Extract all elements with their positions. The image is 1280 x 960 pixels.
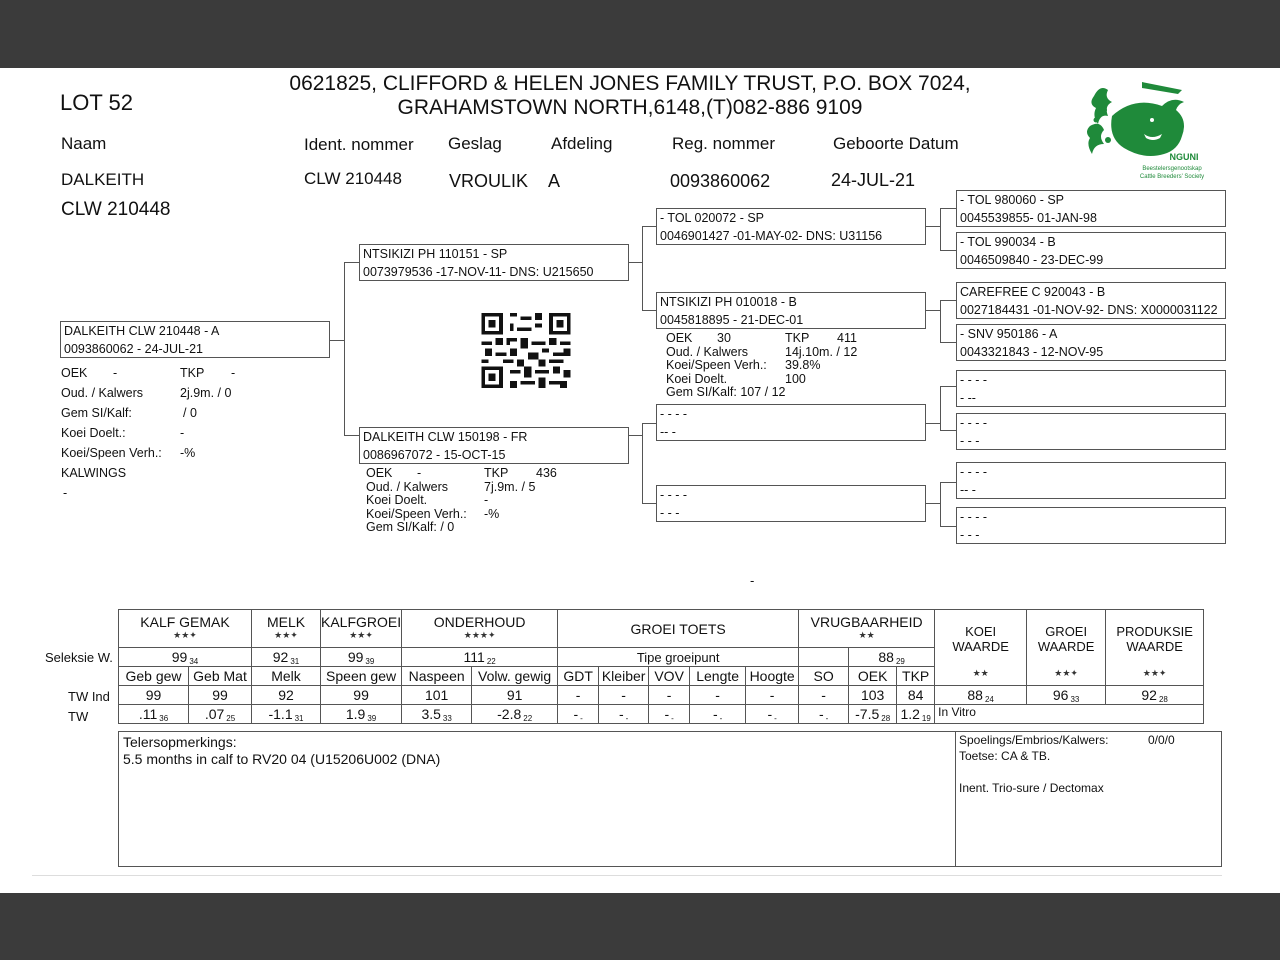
col-header-5: Volw. gewig <box>472 667 558 686</box>
dam-gem: Gem SI/Kalf: / 0 <box>366 520 455 534</box>
ggp-box-3 <box>956 282 1226 319</box>
tw-sub-4: 33 <box>442 713 452 723</box>
group-melk-stars: ★★✦ <box>274 629 298 640</box>
tw-cell-9 <box>690 705 746 724</box>
tw-value-13: 1.2 <box>900 705 920 722</box>
subject-koei-value: - <box>180 426 185 440</box>
group-koei-label: KOEI WAARDE <box>952 624 1009 654</box>
sel-kalf-sub: 34 <box>189 656 199 666</box>
subject-oek-label: OEK <box>61 366 88 380</box>
tw-cell-13 <box>897 705 935 724</box>
breeder-line-2: GRAHAMSTOWN NORTH,6148,(T)082-886 9109 <box>397 96 863 119</box>
sel-kalf <box>119 648 252 667</box>
sd-tkp-label: TKP <box>785 331 810 345</box>
group-produksie-stars: ★★✦ <box>1142 668 1167 678</box>
animal-geslag: VROULIK <box>449 171 529 191</box>
animal-reg: 0093860062 <box>670 171 771 191</box>
tw-cell-7 <box>599 705 649 724</box>
twind-cell-6: - <box>558 686 599 705</box>
seleksie-label: Seleksie W. <box>45 650 113 665</box>
dam-koei-value: - <box>484 493 489 507</box>
sd-oud-label: Oud. / Kalwers <box>666 344 748 359</box>
tw-sub-0: 36 <box>159 713 169 723</box>
logo-sub-2: Cattle Breeders' Society <box>1139 174 1205 180</box>
tw-value-8: - <box>664 705 670 722</box>
tw-cell-0 <box>119 705 189 724</box>
twind-extra-value-2: 92 <box>1141 686 1157 703</box>
col-header-0: Geb gew <box>119 667 189 686</box>
ggp-box-6 <box>956 413 1226 450</box>
tw-sub-6: - <box>580 713 583 723</box>
tw-cell-3 <box>321 705 402 724</box>
group-melk-label: MELK <box>266 613 306 630</box>
toetse: Toetse: CA & TB. <box>959 749 1051 763</box>
tw-cell-11 <box>799 705 849 724</box>
subject-kalwings-value: - <box>63 486 68 500</box>
tw-sub-5: 22 <box>523 713 533 723</box>
ggp-box-5 <box>956 370 1226 407</box>
ggp-4-line-1: - SNV 950186 - A <box>960 327 1058 341</box>
sd-oek-value: 30 <box>717 331 731 345</box>
sire-dam-box <box>656 292 926 329</box>
tw-cell-8 <box>649 705 690 724</box>
group-groei-stars: ★★✦ <box>1054 668 1078 678</box>
remarks-text: 5.5 months in calf to RV20 04 (U15206U002 (DNA) <box>123 751 441 767</box>
dam-line-1: DALKEITH CLW 150198 - FR <box>363 430 528 444</box>
twind-label: TW Ind <box>68 689 110 704</box>
label-ident: Ident. nommer <box>304 135 414 154</box>
ggp-1-line-2: 0045539855- 01-JAN-98 <box>960 211 1097 225</box>
subject-tkp-value: - <box>231 366 236 380</box>
tw-row <box>119 705 1204 724</box>
tw-sub-10: - <box>774 713 777 723</box>
tw-value-12: -7.5 <box>855 705 880 722</box>
ggp-6-line-1: - - - - <box>960 416 988 430</box>
sel-kalfgroei-value: 99 <box>347 648 364 665</box>
sd-koei-label: Koei Doelt. <box>666 371 728 386</box>
tw-value-10: - <box>767 705 773 722</box>
lot-number: LOT 52 <box>60 90 133 115</box>
twind-cell-5: 91 <box>472 686 558 705</box>
tw-cell-5 <box>472 705 558 724</box>
tw-sub-13: 19 <box>921 713 931 723</box>
group-koei <box>935 610 1027 686</box>
sd-oek-label: OEK <box>666 331 693 345</box>
twind-cell-10: - <box>746 686 799 705</box>
nguni-logo <box>1082 76 1212 186</box>
subject-gem-label: Gem SI/Kalf: <box>61 406 132 420</box>
sd-koei-value: 100 <box>785 371 806 386</box>
tw-value-2: -1.1 <box>268 705 293 722</box>
document-page <box>0 68 1280 893</box>
animal-afdeling: A <box>548 171 561 191</box>
sire-sire-box <box>656 208 926 245</box>
sel-kalfgroei-sub: 39 <box>365 656 375 666</box>
subject-speen-value: -% <box>180 446 196 460</box>
inent: Inent. Trio-sure / Dectomax <box>959 781 1104 795</box>
tw-value-9: - <box>712 705 718 722</box>
group-kalf <box>119 610 252 648</box>
ggp-7-line-1: - - - - <box>960 465 988 479</box>
breeder-line-1: 0621825, CLIFFORD & HELEN JONES FAMILY TRUST, P.O. BOX 7024, <box>289 72 971 95</box>
ggp-7-line-2: -- - <box>960 483 976 497</box>
invitro-cell: In Vitro <box>935 705 1204 724</box>
sel-melk <box>252 648 321 667</box>
animal-ident: CLW 210448 <box>304 169 402 188</box>
twind-cell-12: 103 <box>849 686 897 705</box>
remarks-title: Telersopmerkings: <box>123 734 237 750</box>
sel-vrug-blank <box>799 648 849 667</box>
tw-cell-1 <box>189 705 252 724</box>
sire-dam-line-2: 0045818895 - 21-DEC-01 <box>660 313 804 327</box>
tw-sub-8: - <box>671 713 674 723</box>
dam-dam-box <box>656 485 926 522</box>
col-header-2: Melk <box>252 667 321 686</box>
tw-value-11: - <box>818 705 824 722</box>
dam-sire-line-2: -- - <box>660 425 676 439</box>
sel-vrug <box>849 648 935 667</box>
evaluation-table <box>118 609 1204 724</box>
group-kalf-stars: ★★✦ <box>173 629 197 640</box>
sel-tipe: Tipe groeipunt <box>558 648 799 667</box>
col-header-9: Lengte <box>690 667 746 686</box>
sel-vrug-sub: 29 <box>895 656 905 666</box>
twind-cell-11: - <box>799 686 849 705</box>
group-groei <box>1027 610 1106 686</box>
label-geboorte: Geboorte Datum <box>833 134 959 153</box>
dam-koei-label: Koei Doelt. <box>366 493 428 507</box>
group-groei-label: GROEI WAARDE <box>1037 624 1095 654</box>
sire-dam-stats <box>666 331 858 400</box>
sel-melk-sub: 31 <box>290 656 300 666</box>
dam-sire-line-1: - - - - <box>660 407 688 421</box>
ggp-5-line-1: - - - - <box>960 373 988 387</box>
tw-cell-6 <box>558 705 599 724</box>
group-produksie-label: PRODUKSIE WAARDE <box>1116 624 1193 654</box>
ggp-4-line-2: 0043321843 - 12-NOV-95 <box>960 345 1104 359</box>
twind-cell-0: 99 <box>119 686 189 705</box>
sel-melk-value: 92 <box>272 648 289 665</box>
tw-cell-10 <box>746 705 799 724</box>
dam-dam-line-2: - - - <box>660 506 680 520</box>
subject-tkp-label: TKP <box>180 366 205 380</box>
label-naam: Naam <box>61 134 107 153</box>
center-dash: - <box>750 573 755 588</box>
dam-line-2: 0086967072 - 15-OCT-15 <box>363 448 506 462</box>
dam-oek-value: - <box>417 466 422 480</box>
col-header-1: Geb Mat <box>189 667 252 686</box>
ggp-1-line-1: - TOL 980060 - SP <box>960 193 1064 207</box>
twind-extra-sub-2: 28 <box>1158 694 1168 704</box>
top-bar <box>0 0 1280 68</box>
dam-speen-label: Koei/Speen Verh.: <box>366 506 467 521</box>
col-header-3: Speen gew <box>321 667 402 686</box>
dam-dam-line-1: - - - - <box>660 488 688 502</box>
logo-sub-1: Beestelersgenootskap <box>1142 166 1202 172</box>
group-groeitoets: GROEI TOETS <box>558 610 799 648</box>
dam-stats <box>366 466 557 535</box>
group-vrug <box>799 610 935 648</box>
subject-koei-label: Koei Doelt.: <box>61 426 126 440</box>
tw-value-5: -2.8 <box>497 705 522 722</box>
dam-tkp-value: 436 <box>536 466 557 480</box>
tw-sub-7: - <box>625 713 629 723</box>
tw-value-7: - <box>618 705 624 722</box>
sire-dam-line-1: NTSIKIZI PH 010018 - B <box>660 295 797 309</box>
sire-line-2: 0073979536 -17-NOV-11- DNS: U215650 <box>363 265 594 279</box>
tw-sub-1: 25 <box>226 713 236 723</box>
ggp-box-7 <box>956 462 1226 499</box>
tw-cell-2 <box>252 705 321 724</box>
twind-extra-1 <box>1027 686 1106 705</box>
sd-oud-value: 14j.10m. / 12 <box>785 344 858 359</box>
twind-extra-value-0: 88 <box>967 686 983 703</box>
label-afdeling: Afdeling <box>551 134 613 153</box>
tw-cell-12 <box>849 705 897 724</box>
sd-speen-value: 39.8% <box>785 358 821 372</box>
group-kalf-label: KALF GEMAK <box>140 613 230 630</box>
tw-sub-12: 28 <box>881 713 891 723</box>
ggp-6-line-2: - - - <box>960 434 980 448</box>
twind-cell-8: - <box>649 686 690 705</box>
group-kalfgroei-stars: ★★✦ <box>349 629 373 640</box>
qr-code <box>481 313 571 388</box>
twind-row <box>119 686 1204 705</box>
ggp-5-line-2: - -- <box>960 391 976 405</box>
sire-sire-line-1: - TOL 020072 - SP <box>660 211 764 225</box>
subject-line-2: 0093860062 - 24-JUL-21 <box>64 342 203 356</box>
ggp-box-4 <box>956 324 1226 361</box>
ggp-8-line-2: - - - <box>960 528 980 542</box>
ggp-2-line-1: - TOL 990034 - B <box>960 235 1056 249</box>
logo-brand: NGUNI <box>1169 152 1199 162</box>
tw-value-0: .11 <box>138 705 158 722</box>
twind-cell-4: 101 <box>402 686 472 705</box>
sel-onderhoud-value: 111 <box>463 648 485 665</box>
group-onderhoud <box>402 610 558 648</box>
twind-cell-3: 99 <box>321 686 402 705</box>
group-vrug-label: VRUGBAARHEID <box>810 613 923 630</box>
tw-sub-11: - <box>825 713 829 723</box>
tw-value-6: - <box>573 705 579 722</box>
ggp-8-line-1: - - - - <box>960 510 988 524</box>
sel-kalfgroei <box>321 648 402 667</box>
sel-vrug-value: 88 <box>878 648 894 665</box>
col-header-13: TKP <box>897 667 935 686</box>
ggp-box-1 <box>956 190 1226 227</box>
sel-onderhoud <box>402 648 558 667</box>
col-header-12: OEK <box>849 667 897 686</box>
twind-cell-9: - <box>690 686 746 705</box>
subject-oek-value: - <box>113 366 118 380</box>
subject-oud-value: 2j.9m. / 0 <box>180 386 232 400</box>
animal-naam: DALKEITH <box>61 170 145 189</box>
label-geslag: Geslag <box>448 134 502 153</box>
col-header-4: Naspeen <box>402 667 472 686</box>
sel-kalf-value: 99 <box>171 648 188 665</box>
twind-extra-value-1: 96 <box>1052 686 1069 703</box>
sire-box <box>359 244 629 281</box>
group-melk <box>252 610 321 648</box>
animal-geboorte: 24-JUL-21 <box>831 170 916 190</box>
ggp-3-line-2: 0027184431 -01-NOV-92- DNS: X0000031122 <box>960 303 1218 317</box>
subject-line-1: DALKEITH CLW 210448 - A <box>64 324 220 338</box>
twind-extra-0 <box>935 686 1027 705</box>
spoel-value: 0/0/0 <box>1148 733 1175 747</box>
twind-extra-sub-0: 24 <box>984 694 994 704</box>
twind-cell-7: - <box>599 686 649 705</box>
ggp-box-2 <box>956 232 1226 269</box>
tw-cell-4 <box>402 705 472 724</box>
group-koei-stars: ★★ <box>972 668 989 678</box>
label-reg: Reg. nommer <box>672 134 775 153</box>
spoel-label: Spoelings/Embrios/Kalwers: <box>959 733 1109 747</box>
sd-gem: Gem SI/Kalf: 107 / 12 <box>666 385 786 399</box>
tw-sub-2: 31 <box>294 713 304 723</box>
subject-kalwings: KALWINGS <box>61 466 127 480</box>
remarks-box <box>118 731 1222 867</box>
dam-sire-box <box>656 404 926 441</box>
bottom-bar <box>0 893 1280 960</box>
dam-oek-label: OEK <box>366 466 393 480</box>
sire-line-1: NTSIKIZI PH 110151 - SP <box>363 247 508 261</box>
subject-oud-label: Oud. / Kalwers <box>61 386 143 400</box>
tw-sub-3: 39 <box>367 713 377 723</box>
tw-label: TW <box>68 709 89 724</box>
col-header-8: VOV <box>649 667 690 686</box>
col-header-11: SO <box>799 667 849 686</box>
subject-box <box>60 321 330 358</box>
group-produksie <box>1106 610 1204 686</box>
subject-gem-value: / 0 <box>183 406 197 420</box>
group-kalfgroei-label: KALFGROEI <box>321 613 402 630</box>
col-header-10: Hoogte <box>746 667 799 686</box>
twind-cell-2: 92 <box>252 686 321 705</box>
dam-oud-label: Oud. / Kalwers <box>366 479 448 494</box>
ggp-2-line-2: 0046509840 - 23-DEC-99 <box>960 253 1104 267</box>
sel-onderhoud-sub: 22 <box>486 656 496 666</box>
group-onderhoud-stars: ★★★✦ <box>463 629 496 640</box>
group-vrug-stars: ★★ <box>858 629 875 640</box>
tw-value-3: 1.9 <box>345 705 366 722</box>
subject-speen-label: Koei/Speen Verh.: <box>61 446 162 460</box>
sd-speen-label: Koei/Speen Verh.: <box>666 358 767 372</box>
tw-value-4: 3.5 <box>421 705 441 722</box>
col-header-6: GDT <box>558 667 599 686</box>
dam-oud-value: 7j.9m. / 5 <box>484 479 536 494</box>
animal-naam-2: CLW 210448 <box>61 199 171 220</box>
ggp-3-line-1: CAREFREE C 920043 - B <box>960 285 1106 299</box>
group-onderhoud-label: ONDERHOUD <box>433 613 526 630</box>
group-kalfgroei <box>321 610 402 648</box>
col-header-7: Kleiber <box>599 667 649 686</box>
dam-speen-value: -% <box>484 506 500 521</box>
tw-sub-9: - <box>719 713 723 723</box>
twind-cell-13: 84 <box>897 686 935 705</box>
dam-tkp-label: TKP <box>484 466 509 480</box>
subject-stats <box>61 363 236 503</box>
sd-tkp-value: 411 <box>837 331 857 345</box>
twind-extra-sub-1: 33 <box>1070 694 1080 704</box>
sire-sire-line-2: 0046901427 -01-MAY-02- DNS: U31156 <box>660 229 883 243</box>
twind-extra-2 <box>1106 686 1204 705</box>
twind-cell-1: 99 <box>189 686 252 705</box>
tw-value-1: .07 <box>204 705 225 722</box>
dam-box <box>359 427 629 464</box>
ggp-box-8 <box>956 507 1226 544</box>
